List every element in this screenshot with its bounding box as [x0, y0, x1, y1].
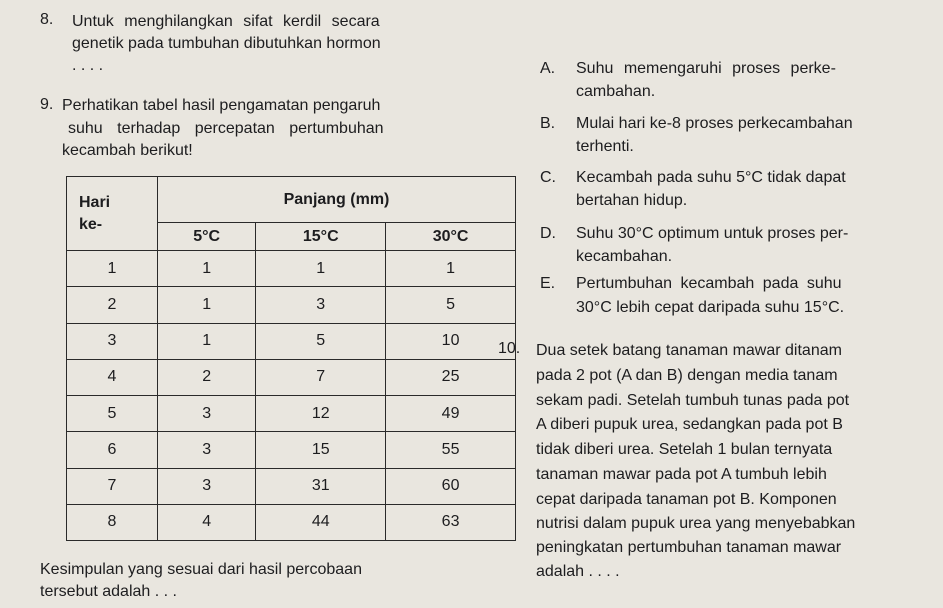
option-d-line-1: Suhu 30°C optimum untuk proses per- [576, 225, 849, 242]
cell-day: 5 [67, 396, 158, 432]
header-length: Panjang (mm) [158, 177, 516, 223]
cell-5c: 3 [158, 432, 256, 468]
option-e-letter: E. [540, 275, 556, 292]
cell-5c: 3 [158, 468, 256, 504]
header-day-line2: ke- [79, 215, 103, 233]
q10-line-5: tidak diberi urea. Setelah 1 bulan ternyata [536, 441, 833, 458]
cell-5c: 4 [158, 504, 256, 540]
q8-line-2: genetik pada tumbuhan dibutuhkan hormon [72, 35, 381, 52]
cell-30c: 63 [386, 504, 516, 540]
q10-line-9: peningkatan pertumbuhan tanaman mawar [536, 539, 842, 556]
cell-30c: 1 [386, 251, 516, 287]
table-row [67, 432, 516, 468]
cell-15c: 31 [256, 468, 386, 504]
q10-line-10: adalah . . . . [536, 563, 620, 580]
table-row [67, 504, 516, 540]
q10-line-1: Dua setek batang tanaman mawar ditanam [536, 342, 842, 359]
header-day [67, 177, 158, 251]
q10-line-3: sekam padi. Setelah tumbuh tunas pada pot [536, 392, 850, 409]
option-d-line-2: kecambahan. [576, 248, 673, 265]
option-b-line-1: Mulai hari ke-8 proses perkecambahan [576, 115, 853, 132]
cell-5c: 2 [158, 359, 256, 395]
cell-15c: 15 [256, 432, 386, 468]
q10-line-2: pada 2 pot (A dan B) dengan media tanam [536, 367, 838, 384]
cell-15c: 12 [256, 396, 386, 432]
option-c-letter: C. [540, 169, 556, 186]
cell-30c: 55 [386, 432, 516, 468]
cell-day: 3 [67, 323, 158, 359]
q8-line-1: Untuk menghilangkan sifat kerdil secara [72, 13, 380, 30]
table-row [67, 323, 516, 359]
option-c-line-1: Kecambah pada suhu 5°C tidak dapat [576, 169, 846, 186]
header-temp-15: 15°C [256, 223, 386, 251]
q9-number: 9. [40, 96, 54, 113]
table-row [67, 287, 516, 323]
cell-15c: 3 [256, 287, 386, 323]
q9-conclusion-2: tersebut adalah . . . [40, 583, 177, 600]
cell-5c: 3 [158, 396, 256, 432]
cell-day: 7 [67, 468, 158, 504]
cell-15c: 5 [256, 323, 386, 359]
cell-15c: 44 [256, 504, 386, 540]
cell-day: 4 [67, 359, 158, 395]
cell-30c: 60 [386, 468, 516, 504]
q8-number: 8. [40, 11, 54, 28]
option-b-line-2: terhenti. [576, 138, 634, 155]
table-row [67, 468, 516, 504]
option-b-letter: B. [540, 115, 556, 132]
cell-30c: 49 [386, 396, 516, 432]
table-row [67, 251, 516, 287]
option-a-line-2: cambahan. [576, 83, 656, 100]
option-c-line-2: bertahan hidup. [576, 192, 688, 209]
observation-table [66, 176, 516, 541]
cell-5c: 1 [158, 287, 256, 323]
q10-line-4: A diberi pupuk urea, sedangkan pada pot B [536, 416, 843, 433]
q9-line-2: suhu terhadap percepatan pertumbuhan [68, 120, 384, 137]
cell-day: 1 [67, 251, 158, 287]
cell-30c: 10 [386, 323, 516, 359]
header-temp-5: 5°C [158, 223, 256, 251]
cell-5c: 1 [158, 251, 256, 287]
cell-30c: 25 [386, 359, 516, 395]
cell-day: 2 [67, 287, 158, 323]
option-e-line-2: 30°C lebih cepat daripada suhu 15°C. [576, 299, 845, 316]
cell-30c: 5 [386, 287, 516, 323]
option-d-letter: D. [540, 225, 556, 242]
option-e-line-1: Pertumbuhan kecambah pada suhu [576, 275, 842, 292]
q9-line-3: kecambah berikut! [62, 142, 193, 159]
cell-15c: 7 [256, 359, 386, 395]
option-a-line-1: Suhu memengaruhi proses perke- [576, 60, 836, 77]
header-day-line1: Hari [79, 193, 111, 211]
header-temp-30: 30°C [386, 223, 516, 251]
q10-line-8: nutrisi dalam pupuk urea yang menyebabkan [536, 515, 856, 532]
cell-5c: 1 [158, 323, 256, 359]
cell-15c: 1 [256, 251, 386, 287]
table-row [67, 359, 516, 395]
q10-line-7: cepat daripada tanaman pot B. Komponen [536, 491, 837, 508]
table-row [67, 396, 516, 432]
cell-day: 8 [67, 504, 158, 540]
cell-day: 6 [67, 432, 158, 468]
option-a-letter: A. [540, 60, 556, 77]
q10-number: 10. [498, 340, 521, 357]
q10-line-6: tanaman mawar pada pot A tumbuh lebih [536, 466, 827, 483]
q8-line-3: . . . . [72, 57, 104, 74]
q9-conclusion-1: Kesimpulan yang sesuai dari hasil percobaan [40, 561, 362, 578]
q9-line-1: Perhatikan tabel hasil pengamatan pengaruh [62, 97, 381, 114]
